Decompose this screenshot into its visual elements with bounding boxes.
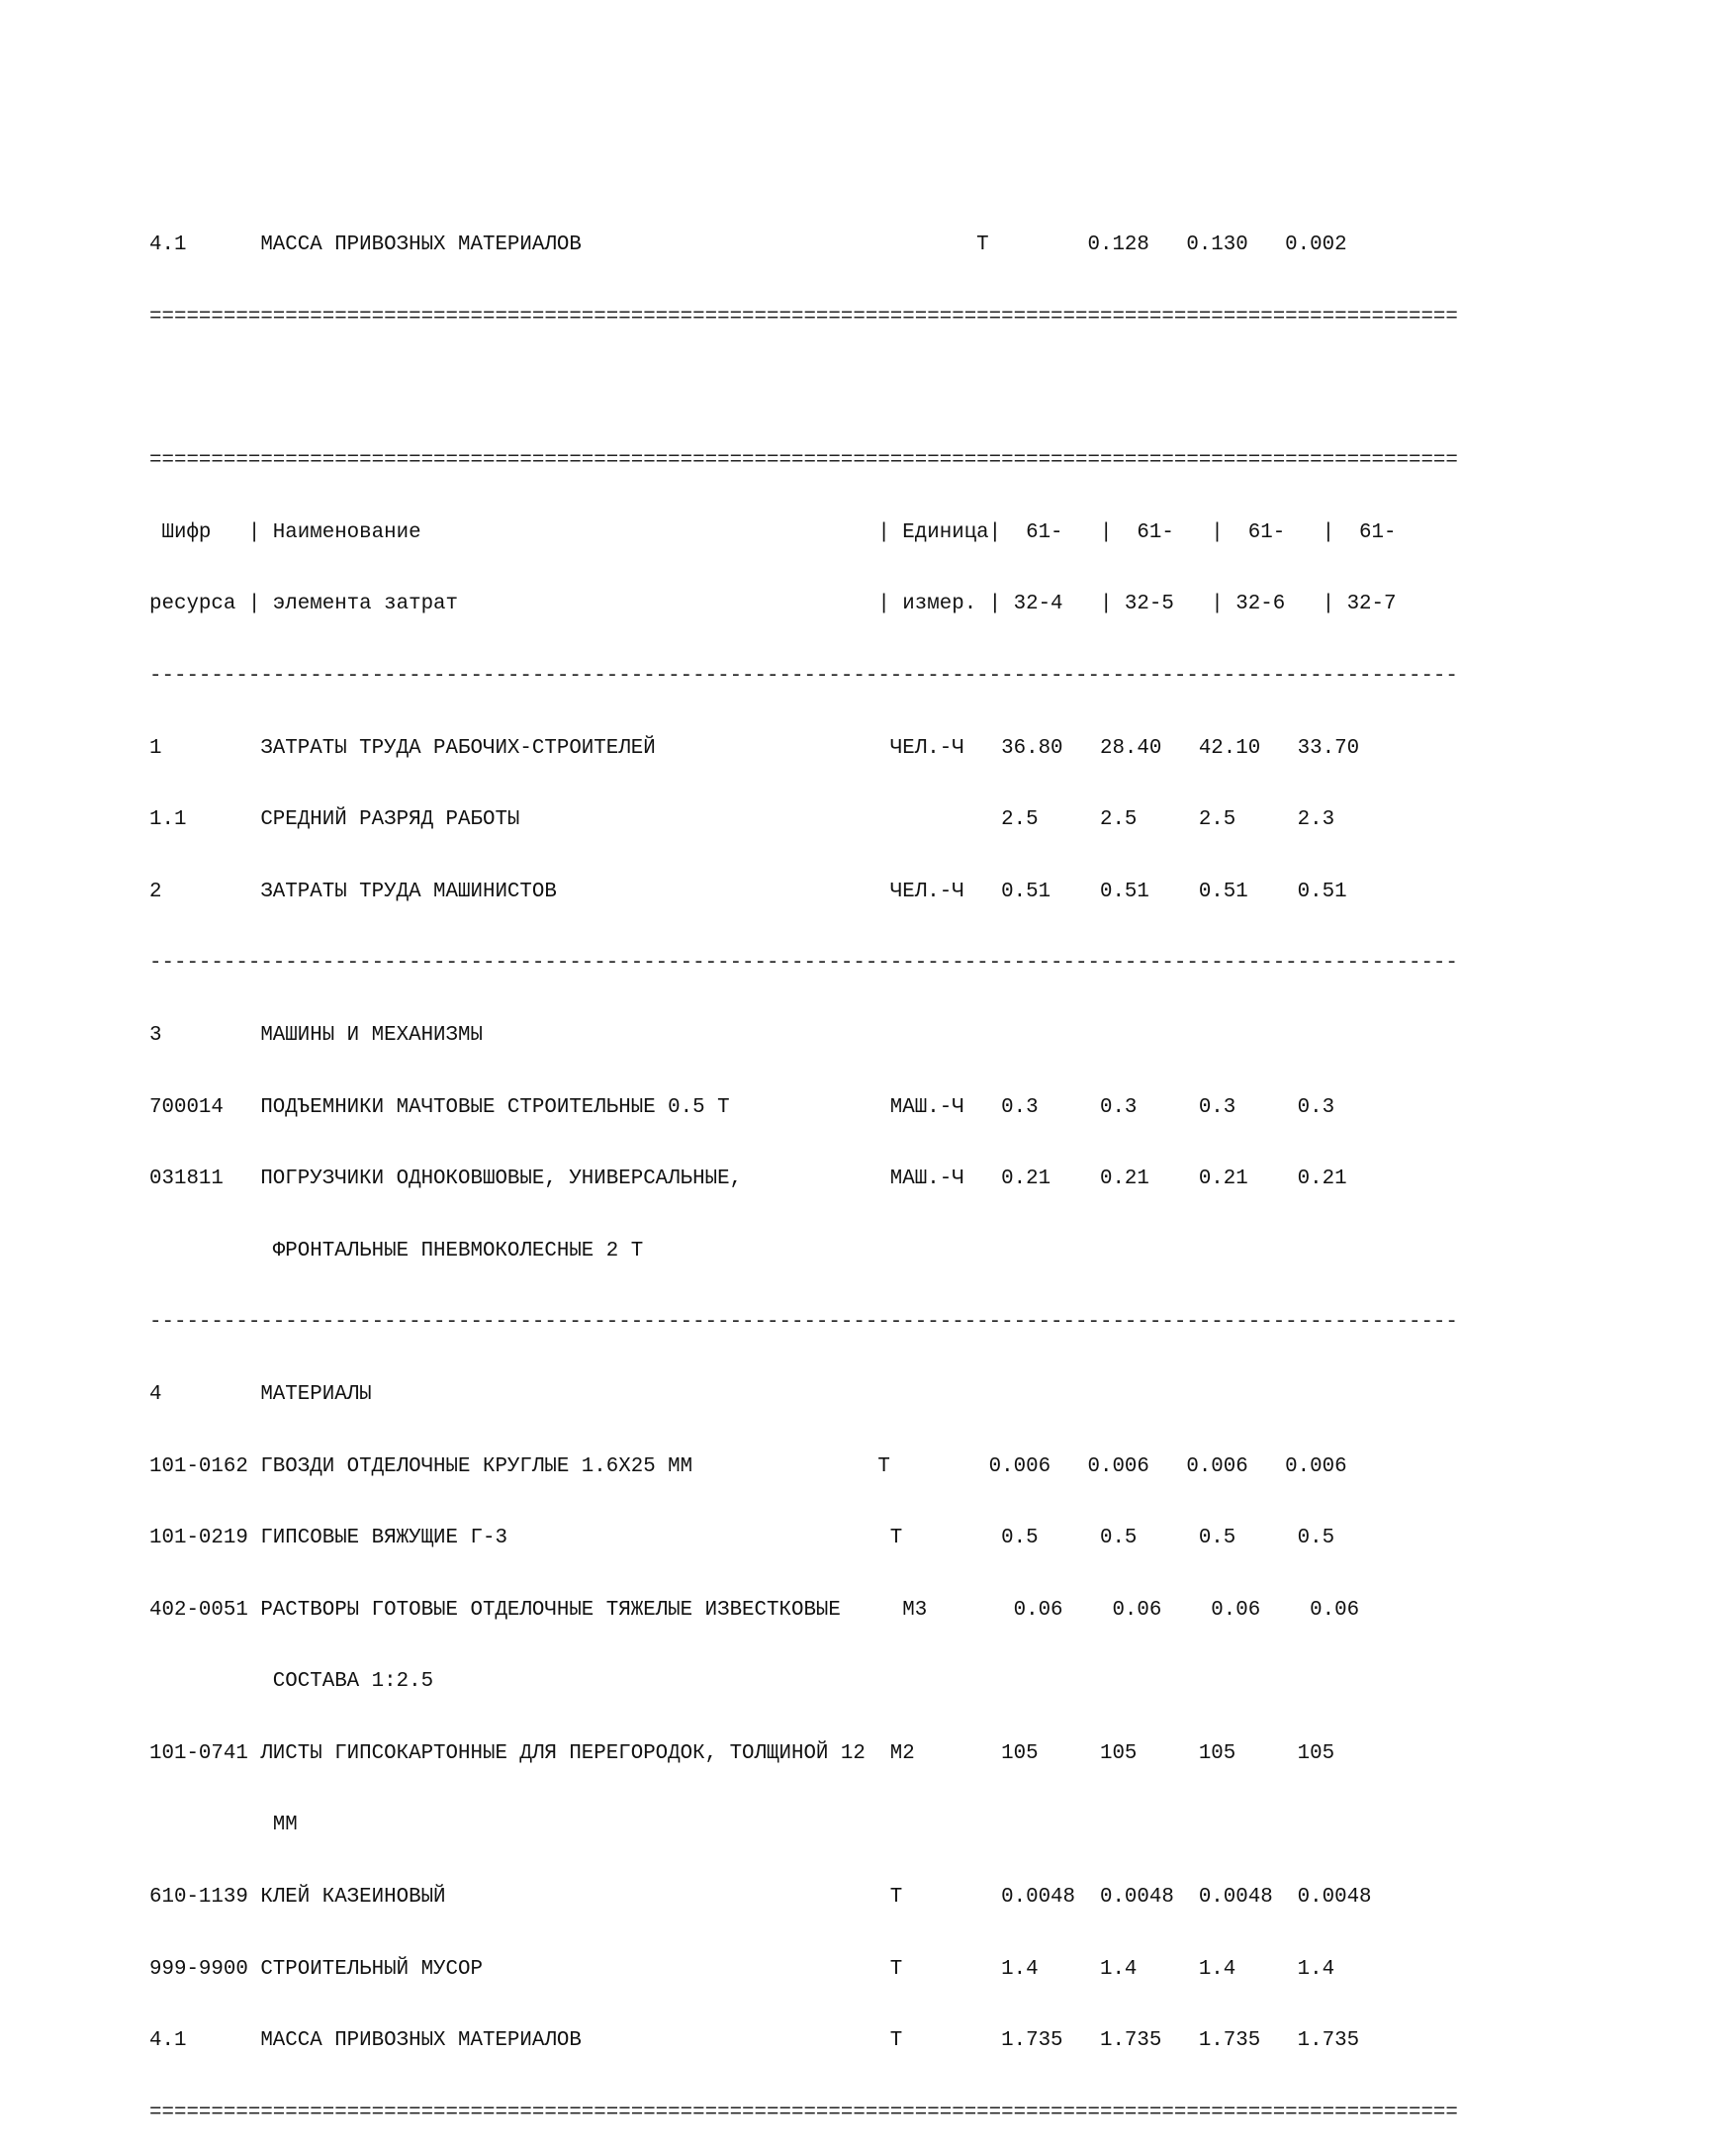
dashed-separator: ----------------------------------------------------------------------------------------------------------: [149, 1311, 1458, 1335]
table-row: 2 ЗАТРАТЫ ТРУДА МАШИНИСТОВ ЧЕЛ.-Ч 0.51 0.51 0.51 0.51: [149, 880, 1347, 903]
table-row: 402-0051 РАСТВОРЫ ГОТОВЫЕ ОТДЕЛОЧНЫЕ ТЯЖЕЛЫЕ ИЗВЕСТКОВЫЕ М3 0.06 0.06 0.06 0.06: [149, 1598, 1360, 1622]
dashed-separator: ----------------------------------------------------------------------------------------------------------: [149, 952, 1458, 976]
table-row-continuation: ФРОНТАЛЬНЫЕ ПНЕВМОКОЛЕСНЫЕ 2 Т: [149, 1239, 644, 1262]
table-row-continuation: СОСТАВА 1:2.5: [149, 1670, 434, 1694]
table-header-row-1: Шифр | Наименование | Единица| 61- | 61- | 61- | 61-: [149, 520, 1397, 544]
double-separator: ==========================================================================================================: [149, 449, 1458, 473]
table-row: 101-0219 ГИПСОВЫЕ ВЯЖУЩИЕ Г-3 Т 0.5 0.5 0.5 0.5: [149, 1527, 1335, 1550]
double-separator: ==========================================================================================================: [149, 2101, 1458, 2124]
table-row: 101-0741 ЛИСТЫ ГИПСОКАРТОННЫЕ ДЛЯ ПЕРЕГОРОДОК, ТОЛЩИНОЙ 12 М2 105 105 105 105: [149, 1741, 1335, 1765]
blank-line: [149, 378, 1458, 402]
resource-table-document: [149, 186, 1458, 2149]
section-title-machines: 3 МАШИНЫ И МЕХАНИЗМЫ: [149, 1023, 483, 1047]
dashed-separator: ----------------------------------------------------------------------------------------------------------: [149, 664, 1458, 688]
table-row: 1 ЗАТРАТЫ ТРУДА РАБОЧИХ-СТРОИТЕЛЕЙ ЧЕЛ.-Ч 36.80 28.40 42.10 33.70: [149, 736, 1360, 760]
table-row: 610-1139 КЛЕЙ КАЗЕИНОВЫЙ Т 0.0048 0.0048 0.0048 0.0048: [149, 1886, 1372, 1910]
double-separator: ==========================================================================================================: [149, 306, 1458, 328]
table-row-continuation: ММ: [149, 1814, 298, 1837]
table-row: 031811 ПОГРУЗЧИКИ ОДНОКОВШОВЫЕ, УНИВЕРСАЛЬНЫЕ, МАШ.-Ч 0.21 0.21 0.21 0.21: [149, 1168, 1347, 1191]
table-row: 4.1 МАССА ПРИВОЗНЫХ МАТЕРИАЛОВ Т 1.735 1.735 1.735 1.735: [149, 2029, 1360, 2053]
table-row: 999-9900 СТРОИТЕЛЬНЫЙ МУСОР Т 1.4 1.4 1.4 1.4: [149, 1957, 1335, 1981]
table-row: 1.1 СРЕДНИЙ РАЗРЯД РАБОТЫ 2.5 2.5 2.5 2.3: [149, 808, 1335, 832]
table-header-row-2: ресурса | элемента затрат | измер. | 32-4 | 32-5 | 32-6 | 32-7: [149, 593, 1397, 616]
table-row: 700014 ПОДЪЕМНИКИ МАЧТОВЫЕ СТРОИТЕЛЬНЫЕ 0.5 Т МАШ.-Ч 0.3 0.3 0.3 0.3: [149, 1095, 1335, 1119]
table-row: 101-0162 ГВОЗДИ ОТДЕЛОЧНЫЕ КРУГЛЫЕ 1.6Х25 ММ Т 0.006 0.006 0.006 0.006: [149, 1454, 1347, 1478]
section-title-materials: 4 МАТЕРИАЛЫ: [149, 1382, 372, 1406]
summary-row-mass: 4.1 МАССА ПРИВОЗНЫХ МАТЕРИАЛОВ Т 0.128 0.130 0.002: [149, 234, 1347, 257]
